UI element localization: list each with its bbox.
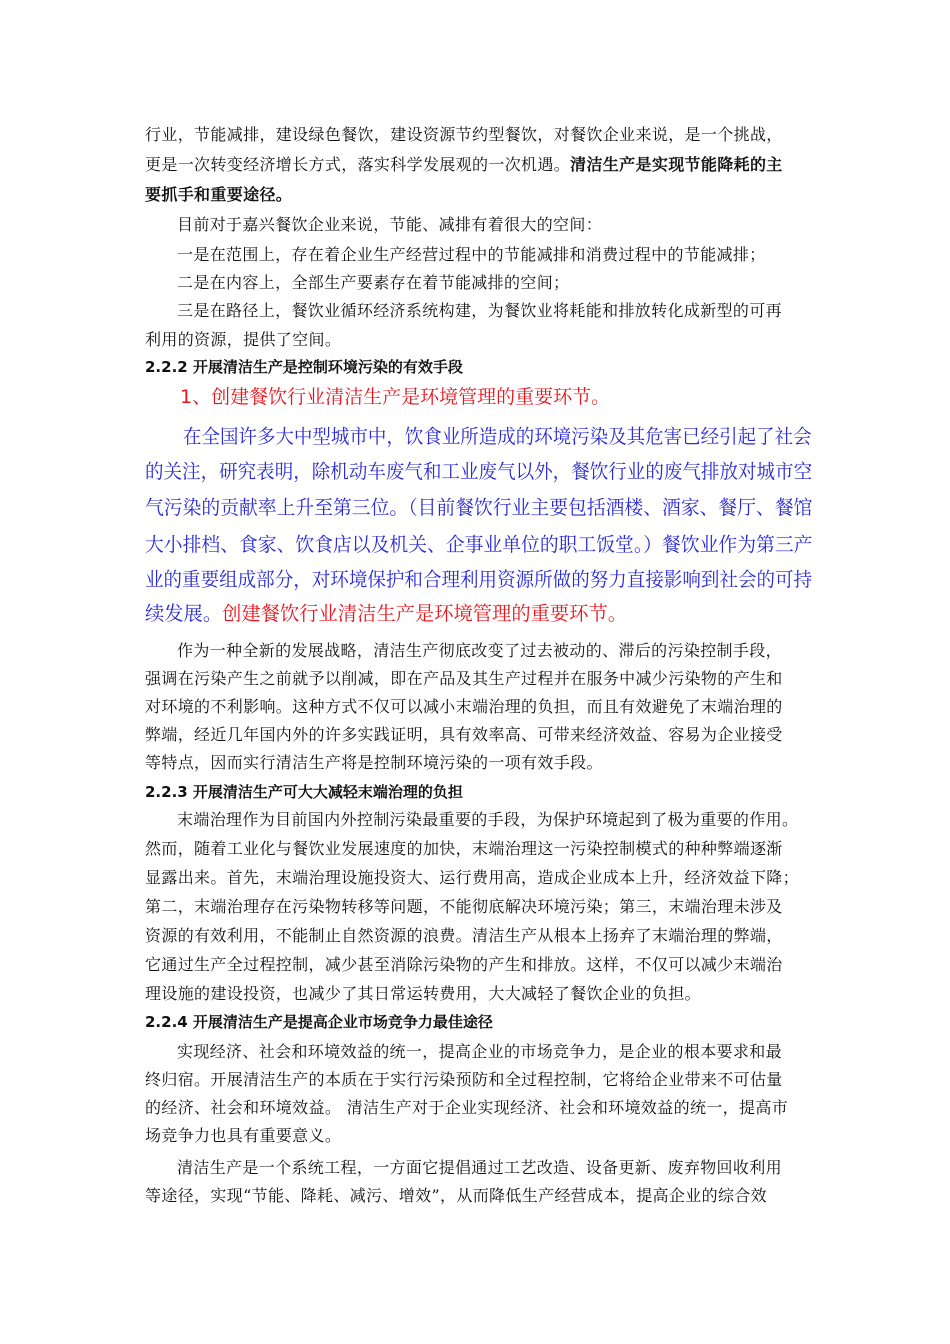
text-line: 对环境的不利影响。这种方式不仅可以减小末端治理的负担，而且有效避免了末端治理的 — [145, 697, 783, 716]
text-line: 的经济、社会和环境效益。 清洁生产对于企业实现经济、社会和环境效益的统一，提高市 — [145, 1098, 789, 1117]
red-subtitle: 1、创建餐饮行业清洁生产是环境管理的重要环节。 — [180, 386, 611, 408]
text-line: 资源的有效利用，不能制止自然资源的浪费。清洁生产从根本上扬弃了末端治理的弊端， — [145, 926, 783, 945]
red-text-run: 创建餐饮行业清洁生产是环境管理的重要环节。 — [222, 602, 628, 625]
text-run: 更是一次转变经济增长方式，落实科学发展观的一次机遇。 — [145, 155, 571, 174]
text-run: 续发展。 — [145, 602, 223, 625]
text-line: 要抓手和重要途径。 — [145, 185, 293, 204]
blue-text-line: 的关注，研究表明，除机动车废气和工业废气以外，餐饮行业的废气排放对城市空 — [145, 460, 813, 483]
bold-text-run: 清洁生产是实现节能降耗的主 — [570, 155, 783, 174]
section-heading-2-2-2: 2.2.2 开展清洁生产是控制环境污染的有效手段 — [145, 358, 463, 376]
blue-text-line: 在全国许多大中型城市中，饮食业所造成的环境污染及其危害已经引起了社会 — [183, 425, 812, 448]
text-line: 清洁生产是一个系统工程，一方面它提倡通过工艺改造、设备更新、废弃物回收利用 — [177, 1158, 782, 1177]
text-line: 场竞争力也具有重要意义。 — [145, 1126, 342, 1145]
text-line: 等特点，因而实行清洁生产将是控制环境污染的一项有效手段。 — [145, 753, 603, 772]
blue-text-line — [145, 600, 627, 628]
text-line: 弊端，经近几年国内外的许多实践证明，具有效率高、可带来经济效益、容易为企业接受 — [145, 725, 783, 744]
text-line: 强调在污染产生之前就予以削减，即在产品及其生产过程并在服务中减少污染物的产生和 — [145, 669, 783, 688]
text-line: 行业，节能减排，建设绿色餐饮，建设资源节约型餐饮，对餐饮企业来说，是一个挑战， — [145, 125, 783, 144]
text-line — [145, 154, 783, 176]
blue-text-line: 气污染的贡献率上升至第三位。（目前餐饮行业主要包括酒楼、酒家、餐厅、餐馆 — [145, 496, 813, 519]
text-line: 理设施的建设投资，也减少了其日常运转费用，大大减轻了餐饮企业的负担。 — [145, 984, 701, 1003]
text-line: 末端治理作为目前国内外控制污染最重要的手段，为保护环境起到了极为重要的作用。 — [177, 810, 799, 829]
text-line: 利用的资源，提供了空间。 — [145, 330, 342, 349]
text-line: 然而，随着工业化与餐饮业发展速度的加快，末端治理这一污染控制模式的种种弊端逐渐 — [145, 839, 783, 858]
text-line: 作为一种全新的发展战略，清洁生产彻底改变了过去被动的、滞后的污染控制手段， — [177, 641, 782, 660]
text-line: 第二，末端治理存在污染物转移等问题，不能彻底解决环境污染；第三，末端治理未涉及 — [145, 897, 783, 916]
section-heading-2-2-3: 2.2.3 开展清洁生产可大大减轻末端治理的负担 — [145, 783, 463, 801]
text-line: 目前对于嘉兴餐饮企业来说，节能、减排有着很大的空间： — [177, 215, 603, 234]
text-line: 一是在范围上，存在着企业生产经营过程中的节能减排和消费过程中的节能减排； — [177, 245, 766, 264]
text-line: 终归宿。开展清洁生产的本质在于实行污染预防和全过程控制，它将给企业带来不可估量 — [145, 1070, 783, 1089]
blue-text-line: 业的重要组成部分，对环境保护和合理利用资源所做的努力直接影响到社会的可持 — [145, 568, 813, 591]
text-line: 它通过生产全过程控制，减少甚至消除污染物的产生和排放。这样，不仅可以减少末端治 — [145, 955, 783, 974]
text-line: 显露出来。首先，末端治理设施投资大、运行费用高，造成企业成本上升，经济效益下降； — [145, 868, 800, 887]
blue-text-line: 大小排档、食家、饮食店以及机关、企事业单位的职工饭堂。）餐饮业作为第三产 — [145, 533, 813, 556]
text-line: 二是在内容上，全部生产要素存在着节能减排的空间； — [177, 273, 570, 292]
text-line: 实现经济、社会和环境效益的统一，提高企业的市场竞争力，是企业的根本要求和最 — [177, 1042, 782, 1061]
text-line: 三是在路径上，餐饮业循环经济系统构建，为餐饮业将耗能和排放转化成新型的可再 — [177, 301, 782, 320]
text-line: 等途径，实现“节能、降耗、减污、增效”，从而降低生产经营成本，提高企业的综合效 — [145, 1186, 768, 1205]
section-heading-2-2-4: 2.2.4 开展清洁生产是提高企业市场竞争力最佳途径 — [145, 1013, 493, 1031]
